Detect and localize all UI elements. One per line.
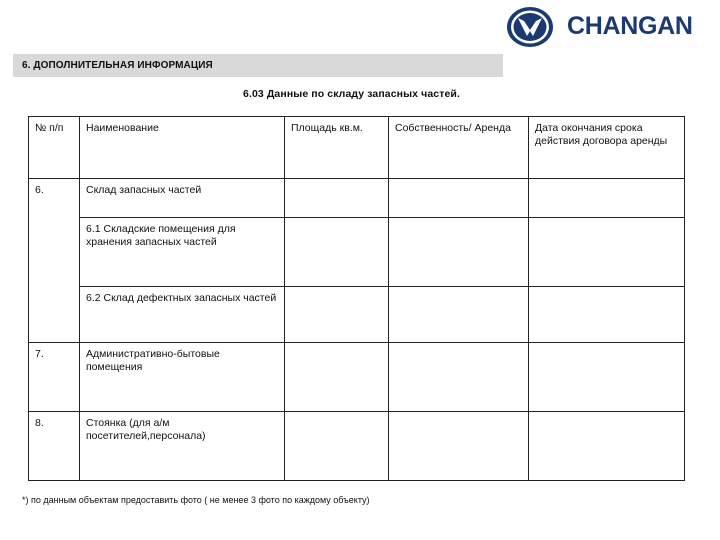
table-header-row (29, 117, 685, 179)
row-name: 6.1 Складские помещения для хранения запасных частей (80, 218, 285, 287)
ownership-cell[interactable] (389, 412, 529, 481)
section-title: 6. ДОПОЛНИТЕЛЬНАЯ ИНФОРМАЦИЯ (22, 60, 213, 71)
table-row (29, 287, 685, 343)
col-header-lease-end: Дата окончания срока действия договора аренды (529, 117, 685, 179)
col-header-name: Наименование (80, 117, 285, 179)
changan-emblem-icon (505, 5, 555, 49)
row-number: 7. (29, 343, 80, 412)
ownership-cell[interactable] (389, 179, 529, 218)
ownership-cell[interactable] (389, 218, 529, 287)
data-table (28, 116, 685, 481)
lease-end-cell[interactable] (529, 218, 685, 287)
row-number: 6. (29, 179, 80, 343)
section-header (13, 54, 503, 77)
col-header-area: Площадь кв.м. (285, 117, 389, 179)
row-name: 6.2 Склад дефектных запасных частей (80, 287, 285, 343)
table-row (29, 218, 685, 287)
table-row (29, 412, 685, 481)
brand-logo (505, 5, 715, 49)
lease-end-cell[interactable] (529, 343, 685, 412)
col-header-number: № п/п (29, 117, 80, 179)
footnote: *) по данным объектам предоставить фото ( не менее 3 фото по каждому объекту) (22, 495, 370, 505)
table-row (29, 179, 685, 218)
lease-end-cell[interactable] (529, 179, 685, 218)
lease-end-cell[interactable] (529, 412, 685, 481)
area-cell[interactable] (285, 179, 389, 218)
col-header-ownership: Собственность/ Аренда (389, 117, 529, 179)
logo-wordmark: CHANGAN (567, 12, 693, 40)
row-number: 8. (29, 412, 80, 481)
row-name: Склад запасных частей (80, 179, 285, 218)
table-row (29, 343, 685, 412)
lease-end-cell[interactable] (529, 287, 685, 343)
area-cell[interactable] (285, 343, 389, 412)
table-title: 6.03 Данные по складу запасных частей. (243, 88, 460, 100)
ownership-cell[interactable] (389, 287, 529, 343)
row-name: Административно-бытовые помещения (80, 343, 285, 412)
row-name: Стоянка (для а/м посетителей,персонала) (80, 412, 285, 481)
area-cell[interactable] (285, 287, 389, 343)
ownership-cell[interactable] (389, 343, 529, 412)
area-cell[interactable] (285, 412, 389, 481)
area-cell[interactable] (285, 218, 389, 287)
